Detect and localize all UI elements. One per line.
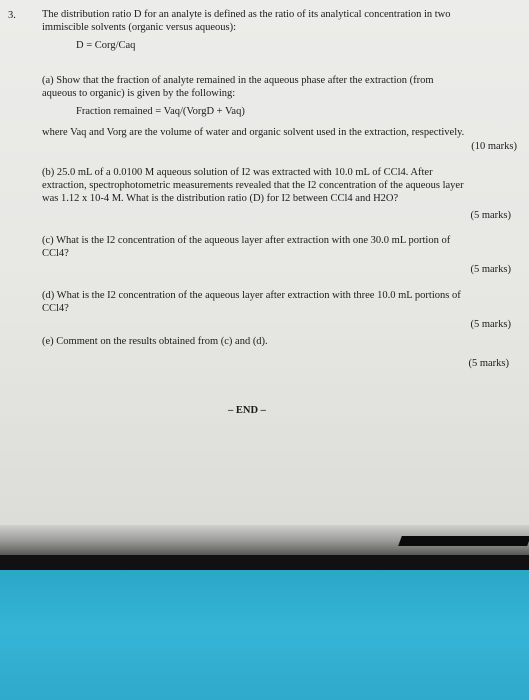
part-c-line-2: CCl4? — [42, 248, 69, 259]
part-d-marks: (5 marks) — [470, 319, 511, 330]
part-b-line-2: extraction, spectrophotometric measurements revealed that the I2 concentration of the aqueous layer — [42, 180, 464, 191]
part-b-line-1: (b) 25.0 mL of a 0.0100 M aqueous solution of I2 was extracted with 10.0 mL of CCl4. After — [42, 167, 433, 178]
part-b-line-3: was 1.12 x 10-4 M. What is the distribution ratio (D) for I2 between CCl4 and H2O? — [42, 193, 399, 204]
part-e-marks: (5 marks) — [468, 358, 509, 369]
part-a-where: where Vaq and Vorg are the volume of water and organic solvent used in the extraction, respectively. — [42, 127, 465, 138]
part-c-marks: (5 marks) — [470, 264, 511, 275]
part-a-line-1: (a) Show that the fraction of analyte remained in the aqueous phase after the extraction (from — [42, 75, 434, 86]
intro-line-2: immiscible solvents (organic versus aqueous): — [42, 22, 237, 33]
part-b-marks: (5 marks) — [470, 210, 511, 221]
formula-d — [76, 39, 135, 52]
part-d-line-2: CCl4? — [42, 303, 69, 314]
formula-d-text: D = Corg/Caq — [76, 40, 136, 51]
end-marker: – END – — [228, 405, 266, 416]
part-a-formula: Fraction remained = Vaq/(VorgD + Vaq) — [76, 106, 245, 117]
intro-line-1: The distribution ratio D for an analyte is defined as the ratio of its analytical concentration in two — [42, 9, 451, 20]
part-a-line-2: aqueous to organic) is given by the following: — [42, 88, 236, 99]
laptop-surface — [0, 570, 529, 700]
part-a-marks: (10 marks) — [471, 141, 517, 152]
part-d-line-1: (d) What is the I2 concentration of the aqueous layer after extraction with three 10.0 mL portions of — [42, 290, 461, 301]
part-e-line-1: (e) Comment on the results obtained from (c) and (d). — [42, 336, 268, 347]
laptop-hinge — [398, 536, 529, 546]
question-number: 3. — [8, 10, 16, 21]
part-c-line-1: (c) What is the I2 concentration of the aqueous layer after extraction with one 30.0 mL portion of — [42, 235, 451, 246]
